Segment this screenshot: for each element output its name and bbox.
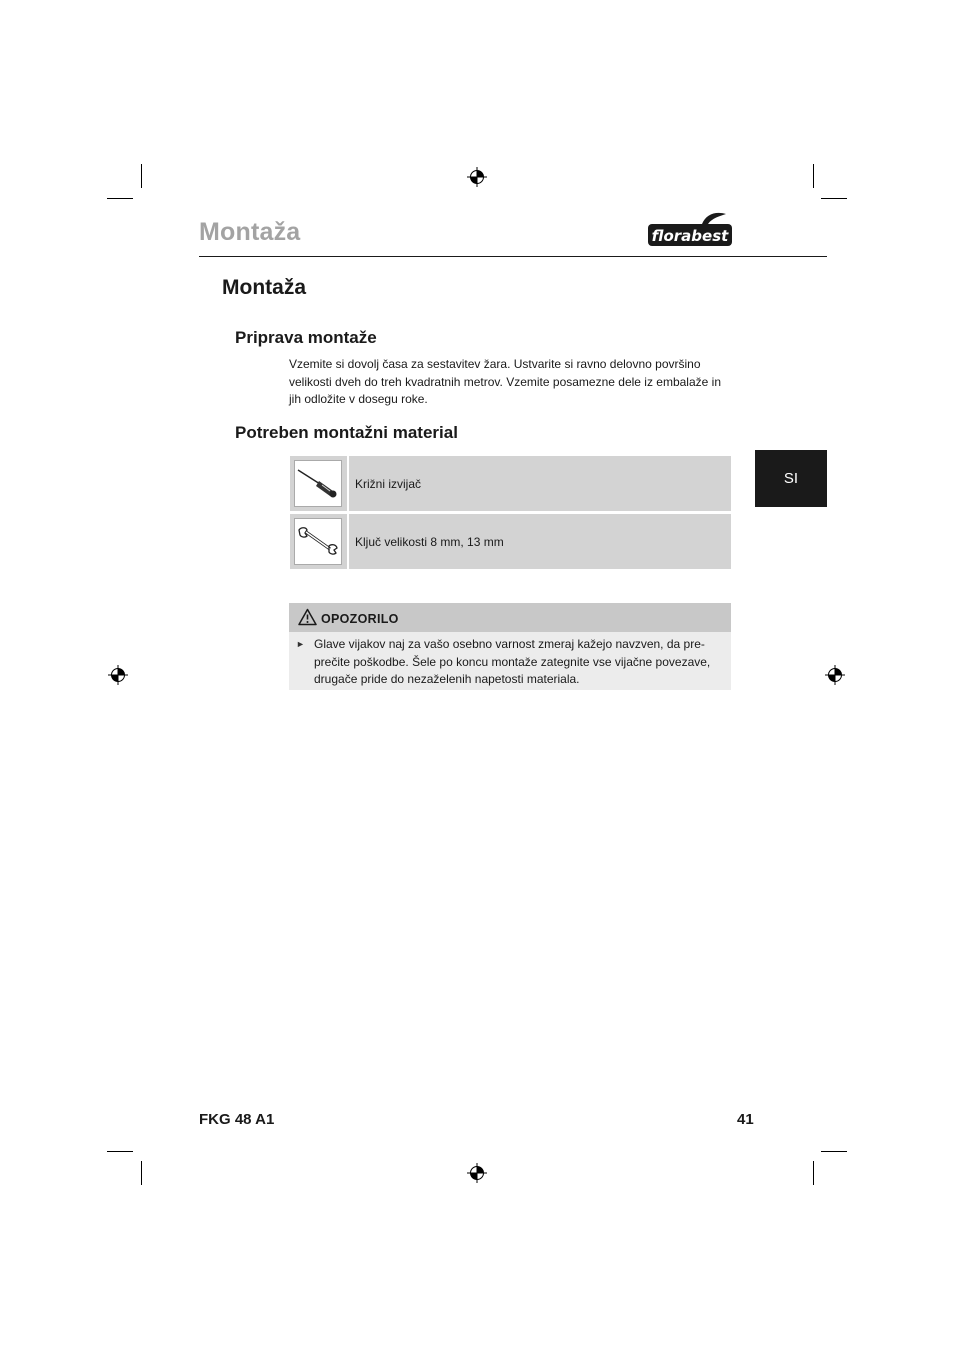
footer-model: FKG 48 A1 [199, 1111, 275, 1128]
preparation-heading: Priprava montaže [235, 328, 377, 347]
crop-mark [107, 1151, 133, 1152]
crop-mark [821, 198, 847, 199]
tool-image-box [294, 460, 342, 507]
crop-mark [141, 1161, 142, 1185]
registration-mark-icon [825, 665, 845, 685]
warning-box [289, 603, 731, 690]
brand-text: florabest [651, 227, 729, 245]
section-title: Montaža [222, 276, 306, 299]
warning-title: OPOZORILO [321, 612, 399, 626]
registration-mark-icon [467, 167, 487, 187]
table-row [290, 456, 731, 511]
registration-mark-icon [467, 1163, 487, 1183]
tool-label: Križni izvijač [355, 477, 422, 491]
tool-label: Ključ velikosti 8 mm, 13 mm [355, 535, 504, 549]
materials-heading: Potreben montažni material [235, 423, 458, 442]
warning-header [289, 603, 731, 632]
crop-mark [107, 198, 133, 199]
crop-mark [821, 1151, 847, 1152]
tool-image-box [294, 518, 342, 565]
crop-mark [813, 164, 814, 188]
crop-mark [813, 1161, 814, 1185]
materials-table [290, 456, 731, 572]
warning-triangle-icon [298, 608, 317, 626]
registration-mark-icon [108, 665, 128, 685]
table-separator [347, 514, 349, 569]
preparation-text: Vzemite si dovolj časa za sestavitev žara. Ustvarite si ravno delovno površino velikosti dveh do treh kvadratnih metrov. Vzemite posamezne dele iz embalaže in jih odložite v dosegu roke. [289, 357, 721, 406]
header-rule [199, 256, 827, 257]
wrench-icon [295, 519, 341, 564]
crop-mark [141, 164, 142, 188]
florabest-logo [646, 212, 734, 248]
screwdriver-icon [295, 461, 341, 506]
bullet-arrow-icon: ► [296, 639, 305, 649]
warning-text: Glave vijakov naj za vašo osebno varnost zmeraj kažejo navzven, da pre-prečite poškodbe. Šele po koncu montaže zategnite vse vijačne povezave, drugače pride do nezaželenih napetosti materiala. [314, 637, 711, 686]
table-row [290, 514, 731, 569]
language-tab: SI [755, 450, 827, 507]
header-title: Montaža [199, 218, 301, 246]
table-separator [347, 456, 349, 511]
page-number: 41 [737, 1111, 754, 1128]
